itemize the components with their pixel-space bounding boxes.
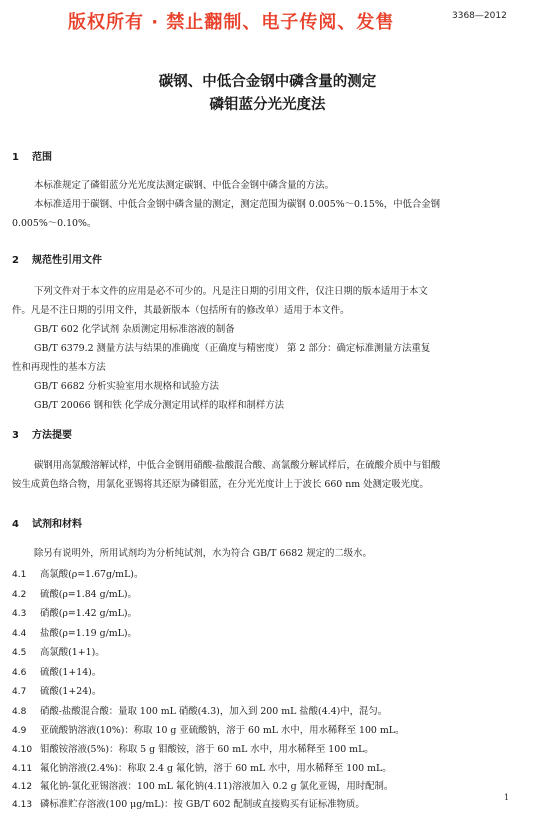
reagent-text: 亚硫酸钠溶液(10%)：称取 10 g 亚硫酸钠，溶于 60 mL 水中，用水稀释至 100 mL。 (40, 725, 405, 736)
text-line: 碳钢用高氯酸溶解试样，中低合金钢用硝酸-盐酸混合酸、高氯酸分解试样后，在硫酸介质中与钼酸 (34, 460, 441, 471)
reagent-number: 4.5 (12, 648, 27, 658)
reagent-item (12, 566, 143, 580)
reagent-number: 4.2 (12, 590, 27, 600)
document-title: 碳钢、中低合金钢中磷含量的测定 (158, 74, 377, 90)
reagent-item (12, 760, 392, 774)
section-title: 规范性引用文件 (32, 255, 102, 266)
reagent-text: 磷标准贮存溶液(100 μg/mL)：按 GB/T 602 配制或直接购买有证标准物质。 (40, 799, 365, 810)
text-line: 性和再现性的基本方法 (12, 362, 106, 373)
reagent-item (12, 683, 101, 697)
section-number: 1 (12, 152, 19, 163)
reagent-number: 4.7 (12, 687, 27, 697)
section-number: 4 (12, 519, 19, 530)
reference-item: GB/T 6682 分析实验室用水规格和试验方法 (34, 381, 219, 392)
reagent-item (12, 605, 137, 619)
reagent-number: 4.1 (12, 570, 27, 580)
reagent-number: 4.6 (12, 668, 27, 678)
text-line: 铵生成黄色络合物，用氯化亚锡将其还原为磷钼蓝，在分光光度计上于波长 660 nm 处测定吸光度。 (12, 479, 429, 490)
reagent-number: 4.3 (12, 609, 27, 619)
section-title: 试剂和材料 (32, 519, 82, 530)
document-subtitle: 磷钼蓝分光光度法 (209, 97, 326, 113)
reagent-text: 硫酸(1+24)。 (40, 686, 102, 697)
reference-item: GB/T 6379.2 测量方法与结果的准确度（正确度与精密度） 第 2 部分：确定标准测量方法重复 (34, 343, 431, 354)
section-paragraph (12, 456, 524, 494)
reagent-item (12, 796, 365, 810)
section-heading (12, 148, 52, 163)
reagent-item (12, 586, 137, 600)
reference-item: GB/T 602 化学试剂 杂质测定用标准溶液的制备 (34, 324, 235, 335)
text-line: 0.005%～0.10%。 (12, 218, 97, 229)
reagent-number: 4.8 (12, 707, 27, 717)
reagent-number: 4.12 (12, 782, 33, 792)
text-line: 下列文件对于本文件的应用是必不可少的。凡是注日期的引用文件，仅注日期的版本适用于本文 (34, 286, 428, 297)
reagent-number: 4.11 (12, 764, 33, 774)
section-paragraph (12, 282, 524, 415)
reagent-item (12, 722, 404, 736)
standard-code: 3368—2012 (452, 11, 507, 21)
watermark-banner: 版权所有 · 禁止翻制、电子传阅、发售 (68, 12, 395, 33)
reagent-text: 氟化钠-氯化亚锡溶液：100 mL 氟化钠(4.11)溶液加入 0.2 g 氯化亚锡，用时配制。 (40, 781, 394, 792)
section-title: 范围 (32, 152, 52, 163)
reagent-number: 4.9 (12, 726, 27, 736)
section-number: 2 (12, 255, 19, 266)
reagent-item (12, 741, 374, 755)
text-line: 除另有说明外，所用试剂均为分析纯试剂，水为符合 GB/T 6682 规定的二级水。 (34, 548, 372, 559)
section-heading (12, 515, 82, 530)
reagent-item (12, 644, 105, 658)
section-title: 方法提要 (32, 430, 72, 441)
reagent-number: 4.10 (12, 745, 33, 755)
section-heading (12, 251, 102, 266)
reagent-text: 钼酸铵溶液(5%)：称取 5 g 钼酸铵，溶于 60 mL 水中，用水稀释至 100 mL。 (40, 744, 374, 755)
reagent-text: 盐酸(ρ=1.19 g/mL)。 (40, 628, 137, 639)
reagent-item (12, 703, 387, 717)
section-paragraph (12, 176, 524, 233)
text-line: 件。凡是不注日期的引用文件，其最新版本（包括所有的修改单）适用于本文件。 (12, 305, 350, 316)
reagent-text: 硫酸(1+14)。 (40, 667, 102, 678)
reagent-text: 硫酸(ρ=1.84 g/mL)。 (40, 589, 137, 600)
section-heading (12, 426, 72, 441)
reagent-text: 硝酸(ρ=1.42 g/mL)。 (40, 608, 137, 619)
page-number: 1 (504, 793, 510, 802)
text-line: 本标准适用于碳钢、中低合金钢中磷含量的测定，测定范围为碳钢 0.005%～0.15%，中低合金钢 (34, 199, 441, 210)
reagent-item (12, 664, 101, 678)
section-paragraph (12, 544, 524, 563)
reference-item: GB/T 20066 钢和铁 化学成分测定用试样的取样和制样方法 (34, 400, 285, 411)
reagent-item (12, 625, 137, 639)
reagent-text: 氟化钠溶液(2.4%)：称取 2.4 g 氟化钠，溶于 60 mL 水中，用水稀释至 100 mL。 (40, 763, 392, 774)
reagent-text: 高氯酸(1+1)。 (40, 647, 105, 658)
reagent-number: 4.13 (12, 800, 33, 810)
reagent-item (12, 778, 393, 792)
reagent-text: 硝酸-盐酸混合酸：量取 100 mL 硝酸(4.3)，加入到 200 mL 盐酸(4.4)中，混匀。 (40, 706, 388, 717)
text-line: 本标准规定了磷钼蓝分光光度法测定碳钢、中低合金钢中磷含量的方法。 (34, 180, 335, 191)
reagent-text: 高氯酸(ρ=1.67g/mL)。 (40, 569, 144, 580)
section-number: 3 (12, 430, 19, 441)
reagent-number: 4.4 (12, 629, 27, 639)
